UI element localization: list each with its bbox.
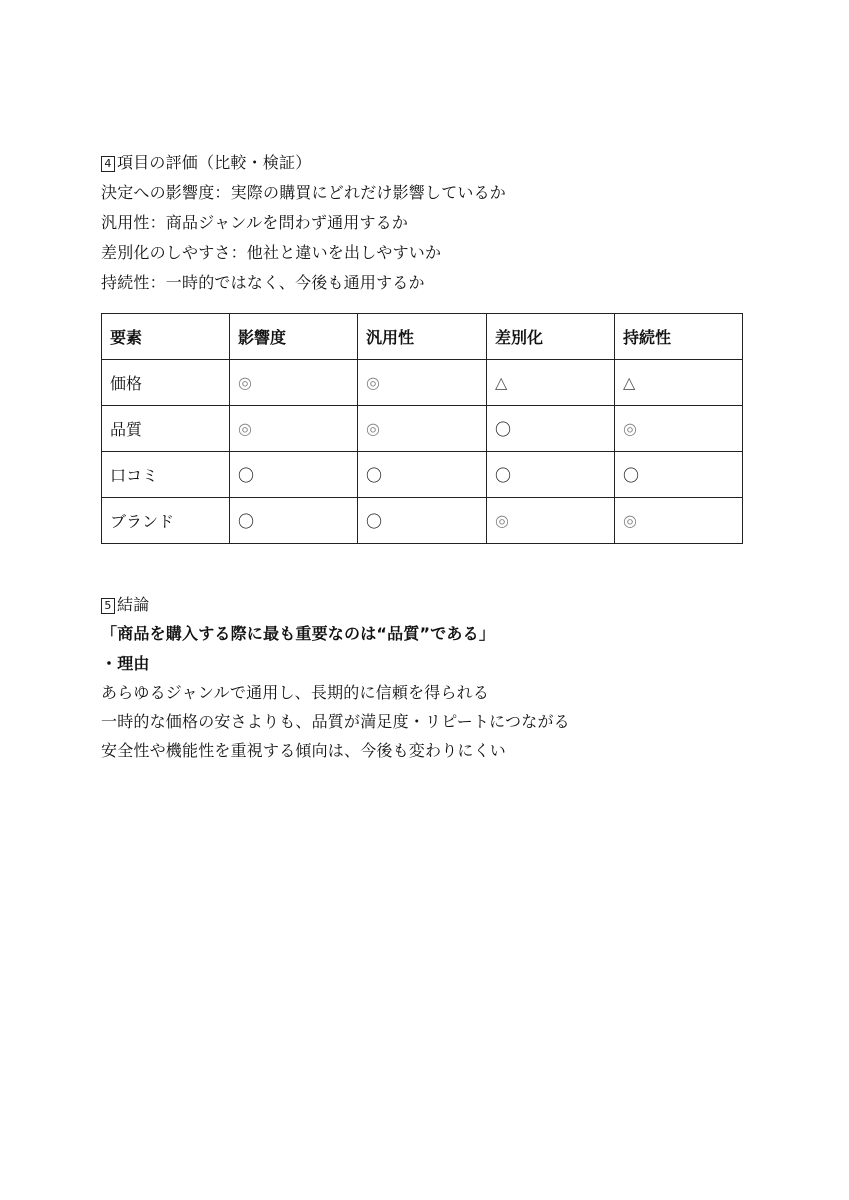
- rating-cell: ◎: [487, 498, 615, 544]
- reason-heading: ・理由: [101, 654, 150, 673]
- table-row: [102, 406, 743, 452]
- section4-title: 項目の評価（比較・検証）: [117, 153, 312, 172]
- table-row: [102, 360, 743, 406]
- table-cell: 口コミ: [102, 452, 230, 498]
- table-header-cell: 差別化: [487, 314, 615, 360]
- table-header-row: [102, 314, 743, 360]
- rating-cell: 〇: [358, 498, 487, 544]
- section5-heading: [101, 594, 149, 616]
- table-header-cell: 汎用性: [358, 314, 487, 360]
- rating-cell: 〇: [487, 452, 615, 498]
- table-header-cell: 要素: [102, 314, 230, 360]
- table-row: [102, 498, 743, 544]
- criterion-differentiation: 差別化のしやすさ：他社と違いを出しやすいか: [101, 243, 442, 262]
- conclusion-statement: 「商品を購入する際に最も重要なのは“品質”である」: [101, 624, 496, 643]
- criterion-sustainability: 持続性：一時的ではなく、今後も通用するか: [101, 273, 425, 292]
- rating-cell: △: [487, 360, 615, 406]
- rating-cell: ◎: [230, 360, 358, 406]
- rating-cell: ◎: [615, 406, 743, 452]
- evaluation-table: [101, 313, 743, 544]
- section4-heading: [101, 152, 311, 174]
- rating-cell: 〇: [615, 452, 743, 498]
- section5-title: 結論: [117, 595, 150, 614]
- reason-item: 安全性や機能性を重視する傾向は、今後も変わりにくい: [101, 741, 507, 760]
- rating-cell: 〇: [358, 452, 487, 498]
- rating-cell: 〇: [230, 452, 358, 498]
- rating-cell: ◎: [615, 498, 743, 544]
- rating-cell: 〇: [487, 406, 615, 452]
- table-cell: 価格: [102, 360, 230, 406]
- criterion-influence: 決定への影響度：実際の購買にどれだけ影響しているか: [101, 183, 507, 202]
- rating-cell: △: [615, 360, 743, 406]
- table-row: [102, 452, 743, 498]
- rating-cell: ◎: [358, 406, 487, 452]
- criterion-versatility: 汎用性：商品ジャンルを問わず通用するか: [101, 213, 409, 232]
- section-number-box: 5: [101, 598, 115, 614]
- section-number-box: 4: [101, 156, 115, 172]
- table-header-cell: 持続性: [615, 314, 743, 360]
- rating-cell: 〇: [230, 498, 358, 544]
- reason-item: 一時的な価格の安さよりも、品質が満足度・リピートにつながる: [101, 712, 570, 731]
- table-cell: ブランド: [102, 498, 230, 544]
- table-header-cell: 影響度: [230, 314, 358, 360]
- table-cell: 品質: [102, 406, 230, 452]
- reason-item: あらゆるジャンルで通用し、長期的に信頼を得られる: [101, 683, 490, 702]
- rating-cell: ◎: [230, 406, 358, 452]
- rating-cell: ◎: [358, 360, 487, 406]
